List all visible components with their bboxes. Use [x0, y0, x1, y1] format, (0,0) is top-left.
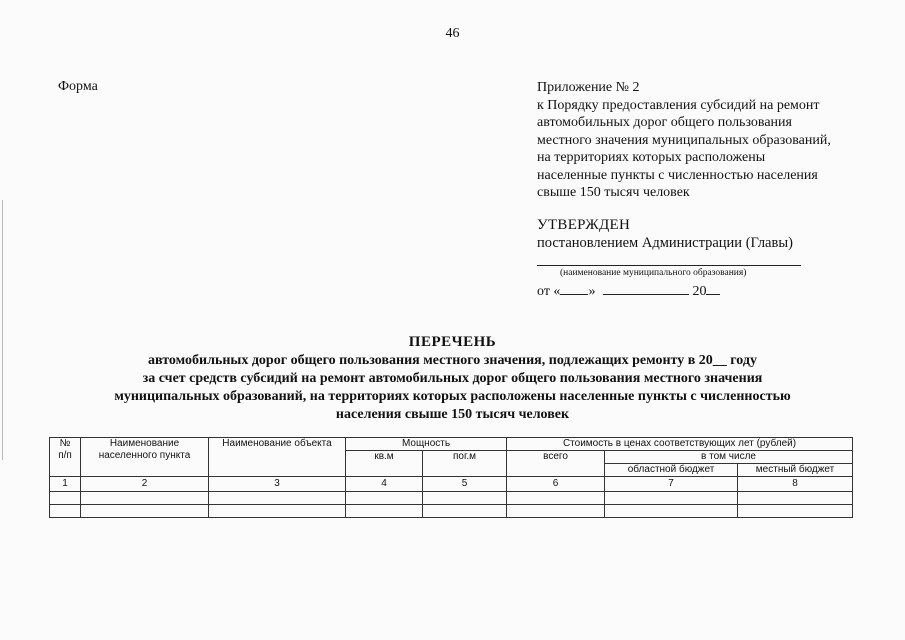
header-regional: областной бюджет — [605, 464, 738, 477]
scan-edge-line — [2, 200, 3, 460]
header-number — [50, 438, 81, 477]
date-from-label: от « — [537, 284, 561, 299]
empty-cell — [346, 505, 423, 518]
month-blank — [603, 283, 689, 295]
appendix-line: свыше 150 тысяч человек — [537, 185, 690, 200]
column-number-cell: 4 — [346, 477, 423, 492]
title-line: муниципальных образований, на территориях которых расположены населенные пункты с численностью — [114, 389, 791, 404]
header-number-line: п/п — [58, 450, 72, 461]
appendix-line: местного значения муниципальных образований, — [537, 132, 831, 148]
title-line: автомобильных дорог общего пользования местного значения, подлежащих ремонту в 20__ году — [148, 353, 757, 368]
form-label: Форма — [58, 79, 98, 94]
roads-table — [49, 437, 853, 518]
approval-title: УТВЕРЖДЕН — [537, 217, 631, 233]
appendix-block — [537, 79, 877, 202]
empty-cell — [81, 492, 209, 505]
header-settlement-line: населенного пункта — [98, 450, 191, 461]
empty-cell — [423, 492, 507, 505]
column-number-cell: 8 — [738, 477, 853, 492]
date-year: 20 — [692, 284, 707, 299]
header-settlement — [81, 438, 209, 477]
header-cost: Стоимость в ценах соответствующих лет (рублей) — [507, 438, 853, 451]
title-line: за счет средств субсидий на ремонт автомобильных дорог общего пользования местного значения — [142, 371, 763, 386]
approval-block — [537, 217, 793, 252]
column-number-cell: 5 — [423, 477, 507, 492]
title-line: населения свыше 150 тысяч человек — [335, 407, 570, 422]
empty-cell — [50, 492, 81, 505]
header-object: Наименование объекта — [209, 438, 346, 477]
column-number-cell: 7 — [605, 477, 738, 492]
date-quote-close: » — [588, 284, 596, 299]
empty-cell — [605, 505, 738, 518]
header-sqm: кв.м — [346, 451, 423, 477]
empty-cell — [209, 505, 346, 518]
column-number-cell: 3 — [209, 477, 346, 492]
empty-cell — [81, 505, 209, 518]
appendix-line: автомобильных дорог общего пользования — [537, 115, 792, 130]
table-row — [50, 505, 853, 518]
header-lm: пог.м — [423, 451, 507, 477]
empty-cell — [423, 505, 507, 518]
header-including: в том числе — [605, 451, 853, 464]
day-blank — [560, 283, 588, 295]
appendix-line: на территориях которых расположены — [537, 150, 766, 165]
approval-by: постановлением Администрации (Главы) — [537, 235, 793, 251]
column-number-cell: 1 — [50, 477, 81, 492]
approval-date — [537, 283, 720, 300]
appendix-line: к Порядку предоставления субсидий на ремонт — [537, 97, 820, 113]
empty-cell — [507, 492, 605, 505]
column-number-cell: 2 — [81, 477, 209, 492]
empty-cell — [50, 505, 81, 518]
header-settlement-line: Наименование — [109, 438, 180, 449]
page-number: 46 — [445, 26, 460, 41]
empty-cell — [738, 505, 853, 518]
appendix-line: населенные пункты с численностью населения — [537, 167, 818, 183]
signature-caption: (наименование муниципального образования) — [560, 268, 747, 278]
header-number-line: № — [59, 438, 71, 449]
empty-cell — [346, 492, 423, 505]
empty-cell — [507, 505, 605, 518]
header-local: местный бюджет — [738, 464, 853, 477]
empty-cell — [605, 492, 738, 505]
header-total: всего — [507, 451, 605, 477]
year-blank — [706, 283, 720, 295]
appendix-line: Приложение № 2 — [537, 80, 640, 95]
signature-line — [537, 265, 801, 266]
column-number-cell: 6 — [507, 477, 605, 492]
title-heading: ПЕРЕЧЕНЬ — [408, 334, 497, 350]
empty-cell — [738, 492, 853, 505]
empty-cell — [209, 492, 346, 505]
header-capacity: Мощность — [346, 438, 507, 451]
table-row — [50, 492, 853, 505]
document-title — [40, 333, 865, 424]
